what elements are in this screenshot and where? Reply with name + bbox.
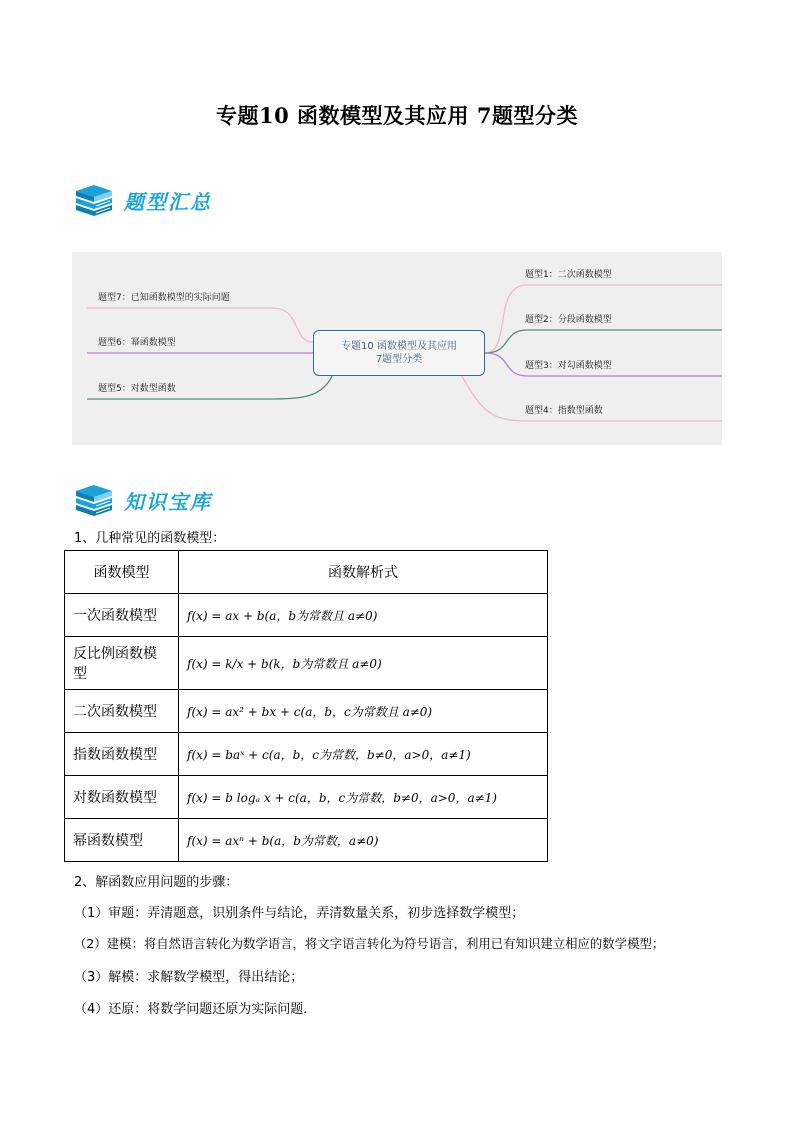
table-header: 函数解析式 [179, 551, 548, 594]
connector-right-2 [485, 330, 722, 353]
function-models-table [64, 550, 548, 862]
mindmap-center-node [313, 330, 485, 376]
mindmap-node-right-1: 题型1：二次函数模型 [525, 270, 612, 280]
model-formula: f(x) = ax² + bx + c(a，b，c为常数且 a≠0) [179, 690, 548, 733]
model-formula: f(x) = b logₐ x + c(a，b，c为常数，b≠0，a>0，a≠1) [179, 776, 548, 819]
model-name: 对数函数模型 [65, 776, 179, 819]
mindmap [72, 252, 722, 445]
page-title: 专题10 函数模型及其应用 7题型分类 [216, 103, 578, 128]
center-line-1: 专题10 函数模型及其应用 [341, 341, 457, 352]
section-header-summary [74, 180, 212, 220]
table-header-row [65, 551, 548, 594]
mindmap-node-left-5: 题型5：对数型函数 [98, 384, 176, 394]
section-header-knowledge [74, 480, 212, 520]
model-name: 反比例函数模型 [65, 637, 179, 690]
model-name: 幂函数模型 [65, 819, 179, 862]
table-row [65, 776, 548, 819]
model-formula: f(x) = baˣ + c(a，b，c为常数，b≠0，a>0，a≠1) [179, 733, 548, 776]
model-formula: f(x) = axⁿ + b(a，b为常数，a≠0) [179, 819, 548, 862]
mindmap-node-right-4: 题型4：指数型函数 [525, 406, 603, 416]
step-2: （2）建模：将自然语言转化为数学语言，将文字语言转化为符号语言，利用已有知识建立相应的数学模型； [74, 936, 665, 951]
step-4: （4）还原：将数学问题还原为实际问题． [74, 1002, 317, 1017]
table-row [65, 637, 548, 690]
table-row [65, 594, 548, 637]
steps-title: 2、解函数应用问题的步骤： [74, 875, 239, 890]
model-name: 二次函数模型 [65, 690, 179, 733]
center-line-2: 7题型分类 [375, 354, 423, 365]
model-name: 指数函数模型 [65, 733, 179, 776]
model-formula: f(x) = ax + b(a，b为常数且 a≠0) [179, 594, 548, 637]
table-row [65, 733, 548, 776]
section-label: 知识宝库 [124, 489, 212, 514]
books-icon [74, 483, 114, 517]
model-name: 一次函数模型 [65, 594, 179, 637]
model-formula: f(x) = k/x + b(k，b为常数且 a≠0) [179, 637, 548, 690]
mindmap-node-left-6: 题型6：幂函数模型 [98, 338, 176, 348]
mindmap-node-right-3: 题型3：对勾函数模型 [525, 361, 612, 371]
table-header: 函数模型 [65, 551, 179, 594]
table-row [65, 819, 548, 862]
section-label: 题型汇总 [124, 189, 212, 214]
table-row [65, 690, 548, 733]
mindmap-node-left-7: 题型7：已知函数模型的实际问题 [98, 293, 230, 303]
step-3: （3）解模：求解数学模型，得出结论； [74, 970, 304, 985]
step-1: （1）审题：弄清题意，识别条件与结论，弄清数量关系，初步选择数学模型； [74, 906, 525, 921]
mindmap-node-right-2: 题型2：分段函数模型 [525, 315, 612, 325]
intro-text: 1、几种常见的函数模型： [74, 531, 226, 546]
books-icon [74, 183, 114, 217]
